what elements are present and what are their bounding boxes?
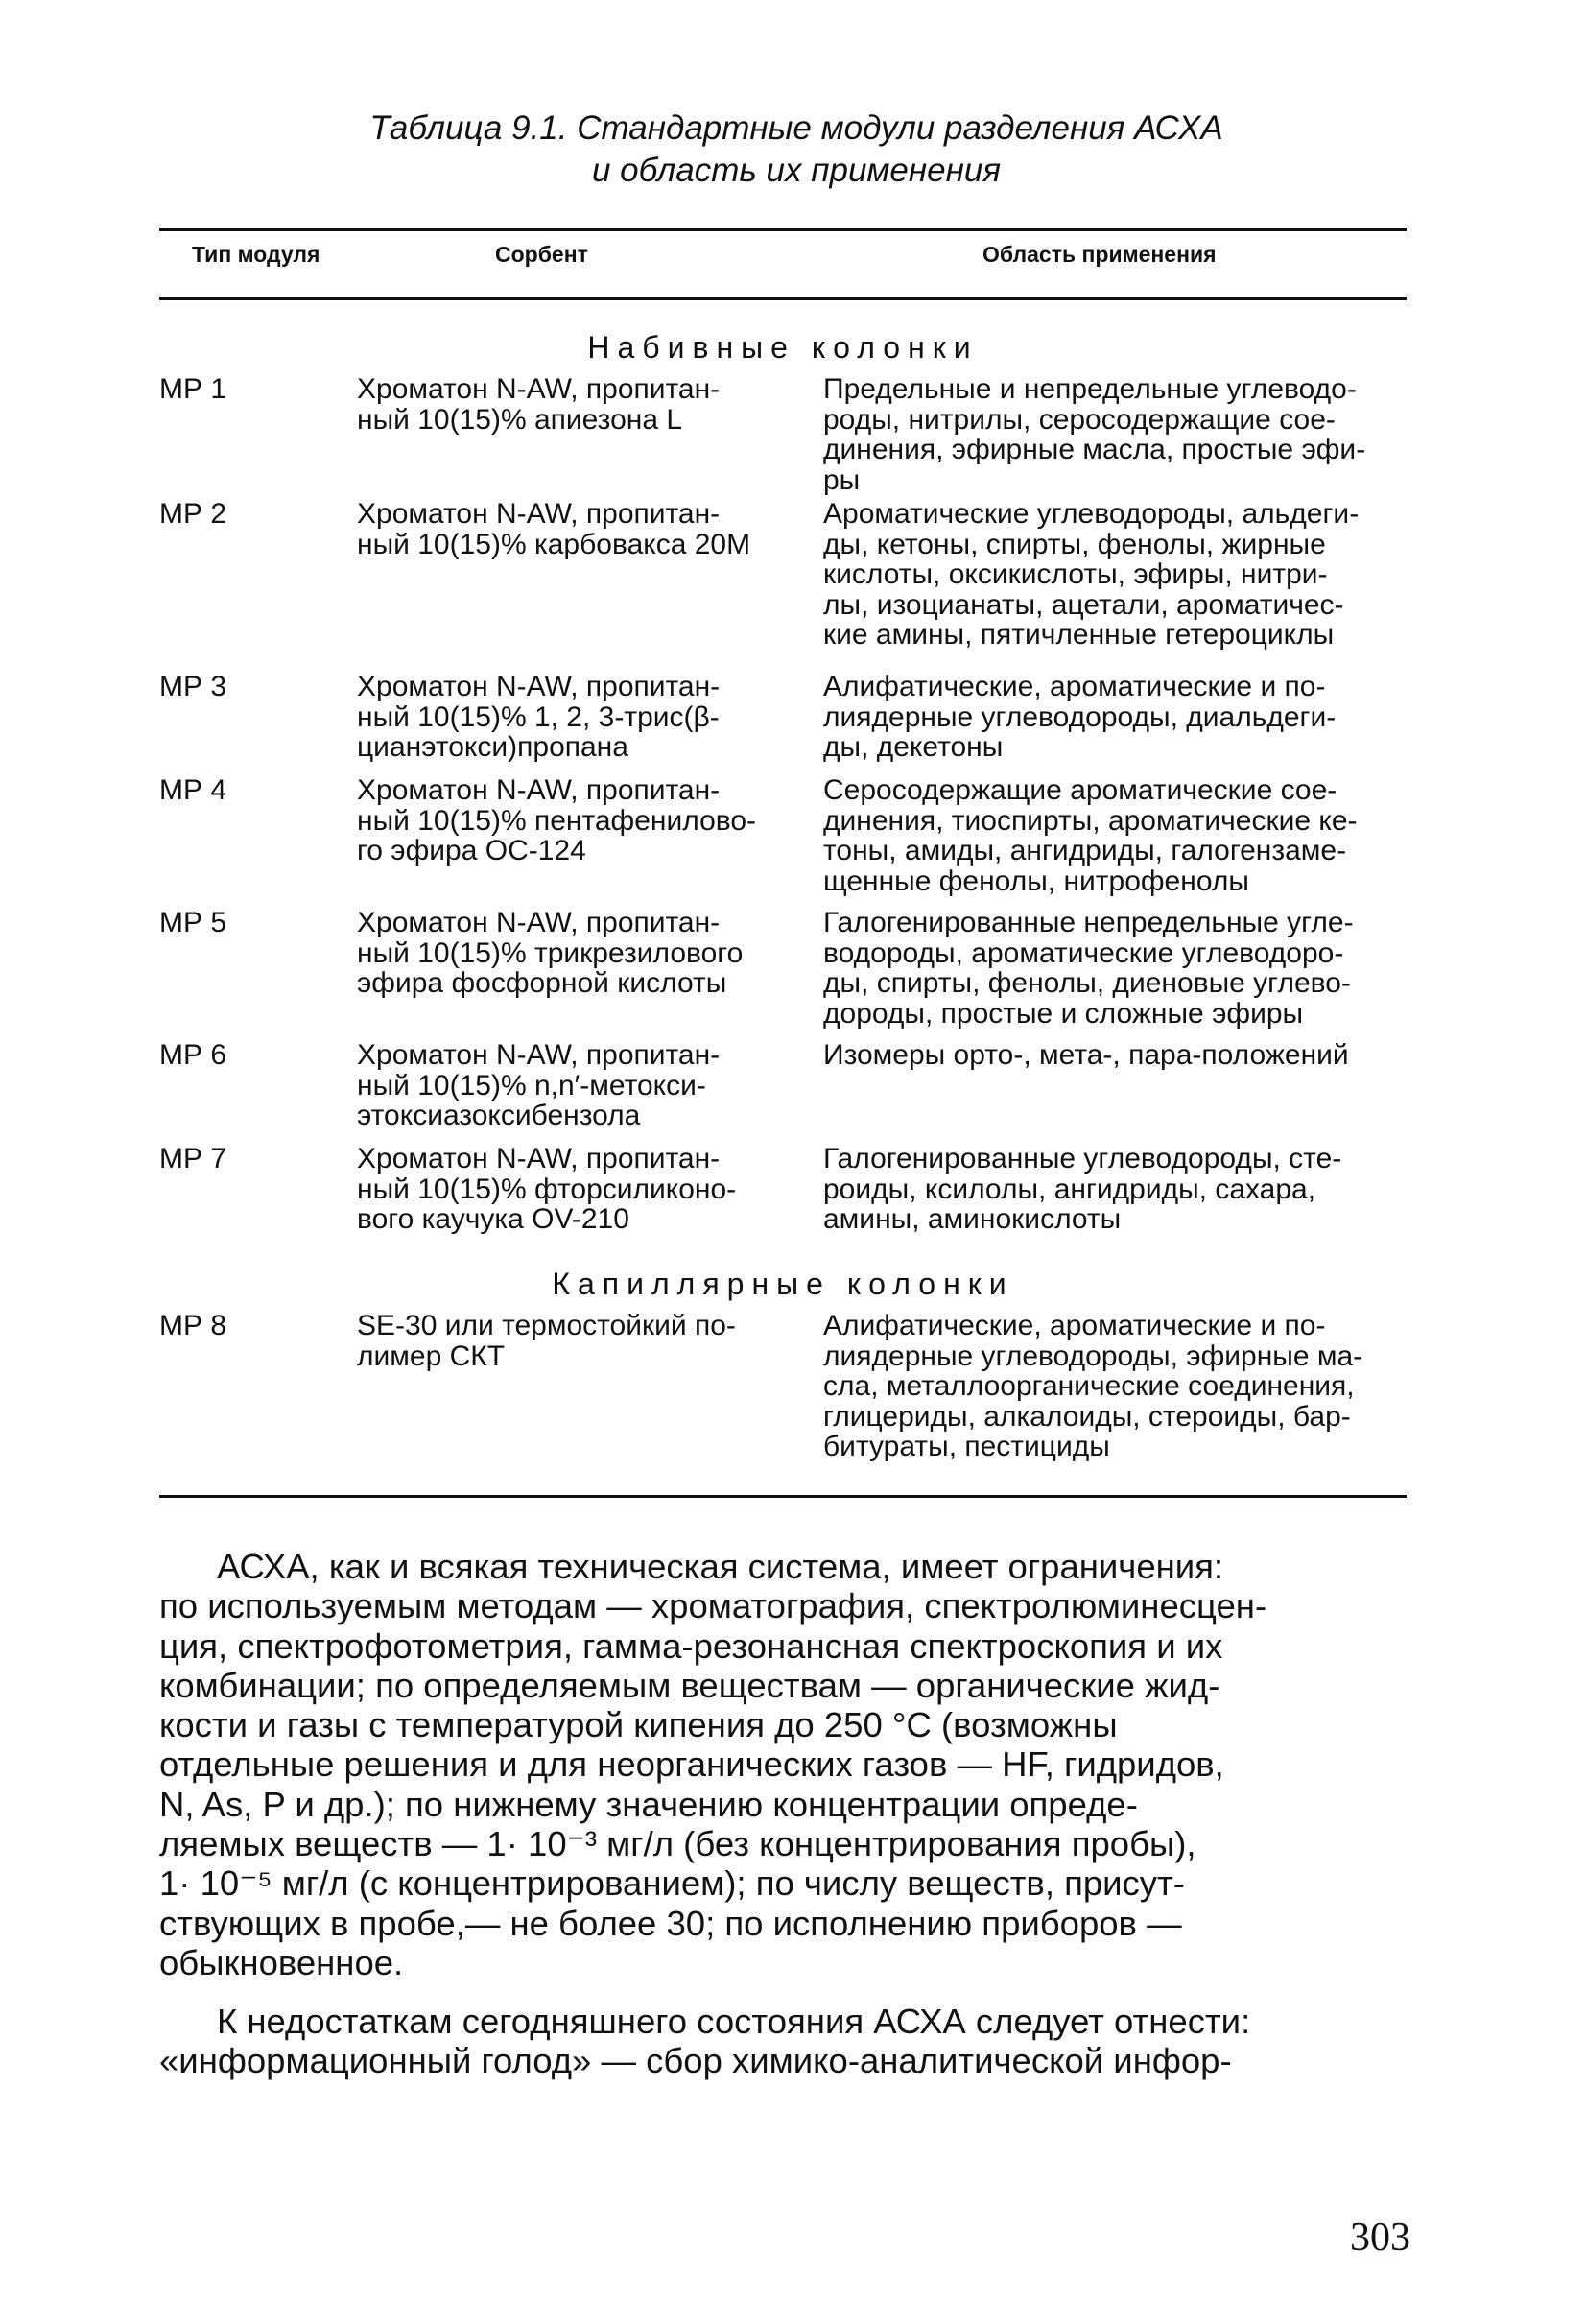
application-line: битураты, пестициды xyxy=(823,1431,1110,1462)
application-cell xyxy=(823,1040,1408,1071)
table-caption-line-1: Таблица 9.1. Стандартные модули разделения АСХА xyxy=(369,109,1223,147)
sorbent-cell xyxy=(357,672,808,763)
application-line: глицериды, алкалоиды, стероиды, бар- xyxy=(823,1400,1351,1433)
application-line: лиядерные углеводороды, диальдеги- xyxy=(823,700,1337,733)
application-cell xyxy=(823,499,1408,651)
sorbent-line: SE-30 или термостойкий по- xyxy=(357,1310,736,1341)
sorbent-line: Хроматон N-AW, пропитан- xyxy=(357,1039,721,1071)
application-line: Изомеры орто-, мета-, пара-положений xyxy=(823,1039,1349,1071)
application-line: Ароматические углеводороды, альдеги- xyxy=(823,498,1360,530)
application-line: тоны, амиды, ангидриды, галогензаме- xyxy=(823,835,1347,866)
sorbent-line: ный 10(15)% n,n′-метокси- xyxy=(357,1069,706,1102)
text-line: 1· 10⁻⁵ мг/л (с концентрированием); по числу веществ, присут- xyxy=(159,1863,1185,1904)
body-paragraph-1 xyxy=(159,1547,1407,1982)
application-line: ды, декетоны xyxy=(823,731,1004,763)
module-type: МР 1 xyxy=(159,373,227,405)
application-cell xyxy=(823,908,1408,1029)
text-line: комбинации; по определяемым веществам — органические жид- xyxy=(159,1665,1220,1705)
application-line: кие амины, пятичленные гетероциклы xyxy=(823,619,1335,651)
sorbent-line: Хроматон N-AW, пропитан- xyxy=(357,373,721,405)
text-line: ствующих в пробе,— не более 30; по исполнению приборов — xyxy=(159,1903,1182,1943)
section-capillary-columns: Капиллярные колонки xyxy=(552,1267,1014,1301)
sorbent-line: ный 10(15)% фторсиликоно- xyxy=(357,1173,737,1205)
application-line: Серосодержащие ароматические сое- xyxy=(823,774,1337,806)
application-line: Галогенированные непредельные угле- xyxy=(823,907,1354,938)
table-header-rule xyxy=(159,297,1407,300)
application-line: Предельные и непредельные углеводо- xyxy=(823,373,1357,405)
application-line: ды, спирты, фенолы, диеновые углево- xyxy=(823,967,1351,999)
column-header-area: Область применения xyxy=(982,242,1217,267)
text-line: N, As, P и др.); по нижнему значению концентрации опреде- xyxy=(159,1784,1138,1824)
text-line: по используемым методам — хроматография, спектролюминесцен- xyxy=(159,1586,1267,1626)
module-type: МР 5 xyxy=(159,907,227,938)
table-bottom-rule xyxy=(159,1495,1407,1498)
sorbent-line: Хроматон N-AW, пропитан- xyxy=(357,498,721,530)
sorbent-line: Хроматон N-AW, пропитан- xyxy=(357,671,721,702)
text-line: кости и газы с температурой кипения до 250 °С (возможны xyxy=(159,1705,1118,1745)
text-line: ляемых веществ — 1· 10⁻³ мг/л (без концентрирования пробы), xyxy=(159,1824,1196,1864)
application-cell xyxy=(823,672,1408,763)
table-caption-line-2: и область их применения xyxy=(591,152,1002,189)
application-cell xyxy=(823,775,1408,896)
text-line: отдельные решения и для неорганических газов — HF, гидридов, xyxy=(159,1744,1224,1785)
application-line: Алифатические, ароматические и по- xyxy=(823,1310,1326,1341)
section-packed-columns: Набивные колонки xyxy=(587,330,979,365)
sorbent-line: ный 10(15)% трикрезилового xyxy=(357,937,744,969)
page-number: 303 xyxy=(1350,2216,1410,2260)
text-line: «информационный голод» — сбор химико-аналитической инфор- xyxy=(159,2041,1232,2081)
application-line: лиядерные углеводороды, эфирные ма- xyxy=(823,1340,1363,1372)
text-line: К недостаткам сегодняшнего состояния АСХА следует отнести: xyxy=(217,2002,1251,2041)
sorbent-cell xyxy=(357,1040,808,1131)
sorbent-cell xyxy=(357,374,808,435)
application-line: водороды, ароматические углеводоро- xyxy=(823,937,1344,969)
application-line: динения, эфирные масла, простые эфи- xyxy=(823,434,1366,465)
sorbent-line: ный 10(15)% 1, 2, 3-трис(β- xyxy=(357,700,720,733)
application-line: сла, металлоорганические соединения, xyxy=(823,1370,1355,1402)
sorbent-line: ный 10(15)% карбовакса 20М xyxy=(357,528,751,560)
application-line: динения, тиоспирты, ароматические ке- xyxy=(823,804,1358,837)
body-paragraph-2 xyxy=(159,2002,1407,2081)
column-header-sorbent: Сорбент xyxy=(495,242,588,267)
sorbent-cell xyxy=(357,908,808,999)
application-cell xyxy=(823,1311,1408,1462)
text-line: АСХА, как и всякая техническая система, имеет ограничения: xyxy=(217,1547,1224,1586)
application-line: дороды, простые и сложные эфиры xyxy=(823,997,1304,1030)
application-line: Галогенированные углеводороды, сте- xyxy=(823,1143,1342,1174)
application-line: амины, аминокислоты xyxy=(823,1203,1122,1235)
sorbent-line: ный 10(15)% пентафенилово- xyxy=(357,804,757,837)
application-line: роды, нитрилы, серосодержащие сое- xyxy=(823,403,1336,436)
module-type: МР 2 xyxy=(159,498,227,530)
column-header-type: Тип модуля xyxy=(192,242,320,267)
table-caption xyxy=(154,107,1439,192)
application-line: лы, изоцианаты, ацетали, ароматичес- xyxy=(823,588,1344,621)
sorbent-cell xyxy=(357,775,808,866)
application-line: ды, кетоны, спирты, фенолы, жирные xyxy=(823,528,1326,560)
sorbent-line: Хроматон N-AW, пропитан- xyxy=(357,1143,721,1174)
module-type: МР 7 xyxy=(159,1143,227,1174)
application-line: щенные фенолы, нитрофенолы xyxy=(823,865,1249,897)
sorbent-line: лимер СКТ xyxy=(357,1340,506,1372)
table-top-rule xyxy=(159,228,1407,231)
text-line: ция, спектрофотометрия, гамма-резонансная спектроскопия и их xyxy=(159,1625,1223,1666)
module-type: МР 3 xyxy=(159,671,227,702)
sorbent-line: эфира фосфорной кислоты xyxy=(357,967,727,999)
sorbent-line: этоксиазоксибензола xyxy=(357,1100,641,1131)
sorbent-line: Хроматон N-AW, пропитан- xyxy=(357,907,721,938)
sorbent-line: ный 10(15)% апиезона L xyxy=(357,403,683,436)
module-type: МР 8 xyxy=(159,1310,227,1341)
sorbent-cell xyxy=(357,1144,808,1235)
application-line: роиды, ксилолы, ангидриды, сахара, xyxy=(823,1173,1316,1205)
application-cell xyxy=(823,374,1408,495)
application-line: кислоты, оксикислоты, эфиры, нитри- xyxy=(823,558,1328,590)
application-line: ры xyxy=(823,463,861,496)
sorbent-line: Хроматон N-AW, пропитан- xyxy=(357,774,721,806)
sorbent-line: вого каучука OV-210 xyxy=(357,1203,629,1235)
sorbent-cell xyxy=(357,499,808,559)
application-line: Алифатические, ароматические и по- xyxy=(823,671,1326,702)
module-type: МР 4 xyxy=(159,774,227,806)
sorbent-line: го эфира ОС-124 xyxy=(357,835,586,866)
sorbent-cell xyxy=(357,1311,808,1371)
sorbent-line: цианэтокси)пропана xyxy=(357,731,628,763)
text-line: обыкновенное. xyxy=(159,1942,404,1982)
module-type: МР 6 xyxy=(159,1039,227,1071)
application-cell xyxy=(823,1144,1408,1235)
